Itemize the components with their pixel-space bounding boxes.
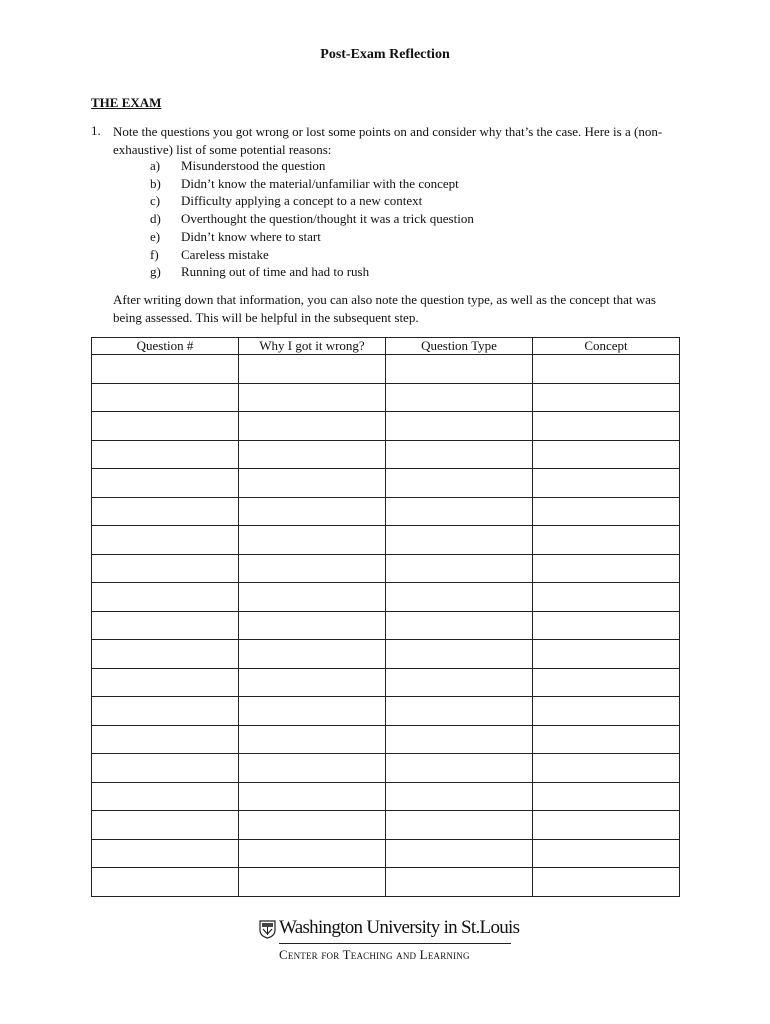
table-cell[interactable]: [92, 725, 239, 754]
table-cell[interactable]: [386, 868, 533, 897]
logo-divider: [279, 943, 511, 944]
table-row: [92, 782, 680, 811]
table-cell[interactable]: [533, 497, 680, 526]
table-row: [92, 440, 680, 469]
table-cell[interactable]: [92, 811, 239, 840]
column-header-question-type: Question Type: [386, 338, 533, 355]
table-cell[interactable]: [239, 554, 386, 583]
table-header-row: [92, 338, 680, 355]
table-cell[interactable]: [239, 355, 386, 384]
table-cell[interactable]: [239, 782, 386, 811]
table-row: [92, 469, 680, 498]
university-crest-icon: [259, 920, 276, 939]
table-row: [92, 811, 680, 840]
table-cell[interactable]: [533, 811, 680, 840]
table-cell[interactable]: [92, 412, 239, 441]
page-title: Post-Exam Reflection: [320, 47, 450, 62]
table-row: [92, 754, 680, 783]
table-row: [92, 640, 680, 669]
reflection-table: [91, 337, 680, 897]
table-cell[interactable]: [92, 611, 239, 640]
question-number: 1.: [91, 123, 101, 138]
table-cell[interactable]: [92, 383, 239, 412]
department-name: Center for Teaching and Learning: [279, 947, 470, 962]
reason-item: [150, 263, 474, 281]
table-cell[interactable]: [92, 583, 239, 612]
table-cell[interactable]: [386, 355, 533, 384]
table-row: [92, 697, 680, 726]
table-cell[interactable]: [239, 697, 386, 726]
table-row: [92, 383, 680, 412]
table-cell[interactable]: [92, 526, 239, 555]
reason-item: [150, 175, 474, 193]
column-header-concept: Concept: [533, 338, 680, 355]
table-cell[interactable]: [533, 554, 680, 583]
reason-letter: b): [150, 175, 161, 191]
table-cell[interactable]: [386, 697, 533, 726]
question-text: Note the questions you got wrong or lost some points on and consider why that’s the case. Here is a (non-exhaustive) list of some potential reasons:: [113, 124, 663, 157]
table-cell[interactable]: [533, 355, 680, 384]
table-cell[interactable]: [92, 554, 239, 583]
table-cell[interactable]: [533, 469, 680, 498]
table-cell[interactable]: [239, 383, 386, 412]
table-cell[interactable]: [386, 725, 533, 754]
reason-list: [150, 157, 474, 281]
reason-item: [150, 157, 474, 175]
table-cell[interactable]: [533, 754, 680, 783]
column-header-question-number: Question #: [92, 338, 239, 355]
table-cell[interactable]: [239, 668, 386, 697]
table-row: [92, 668, 680, 697]
table-cell[interactable]: [533, 412, 680, 441]
table-cell[interactable]: [386, 583, 533, 612]
table-cell[interactable]: [533, 640, 680, 669]
table-cell[interactable]: [239, 469, 386, 498]
reason-text: Didn’t know where to start: [181, 228, 321, 244]
table-cell[interactable]: [92, 839, 239, 868]
table-cell[interactable]: [239, 611, 386, 640]
table-row: [92, 839, 680, 868]
table-cell[interactable]: [239, 412, 386, 441]
section-heading: THE EXAM: [91, 95, 162, 110]
table-cell[interactable]: [239, 440, 386, 469]
table-cell[interactable]: [386, 554, 533, 583]
reason-letter: a): [150, 158, 161, 173]
table-cell[interactable]: [386, 497, 533, 526]
reason-text: Running out of time and had to rush: [181, 264, 370, 280]
table-cell[interactable]: [386, 412, 533, 441]
table-cell[interactable]: [533, 782, 680, 811]
table-cell[interactable]: [386, 611, 533, 640]
table-row: [92, 611, 680, 640]
reason-item: [150, 210, 474, 228]
reason-letter: e): [150, 228, 161, 244]
table-cell[interactable]: [386, 440, 533, 469]
institution-name: Washington University in St.Louis: [279, 917, 520, 938]
reason-letter: f): [150, 246, 159, 262]
table-row: [92, 497, 680, 526]
table-cell[interactable]: [386, 640, 533, 669]
footer-logo: [258, 917, 520, 963]
table-cell[interactable]: [239, 583, 386, 612]
table-cell[interactable]: [533, 440, 680, 469]
reason-letter: g): [150, 264, 161, 280]
table-cell[interactable]: [239, 497, 386, 526]
reason-item: [150, 192, 474, 210]
table-cell[interactable]: [533, 526, 680, 555]
table-cell[interactable]: [533, 868, 680, 897]
table-cell[interactable]: [92, 640, 239, 669]
table-cell[interactable]: [92, 668, 239, 697]
table-cell[interactable]: [386, 469, 533, 498]
table-body: [92, 355, 680, 897]
table-cell[interactable]: [239, 526, 386, 555]
table-row: [92, 355, 680, 384]
table-cell[interactable]: [533, 839, 680, 868]
table-row: [92, 554, 680, 583]
table-cell[interactable]: [386, 782, 533, 811]
table-cell[interactable]: [92, 754, 239, 783]
table-cell[interactable]: [533, 611, 680, 640]
table-cell[interactable]: [386, 383, 533, 412]
table-cell[interactable]: [92, 440, 239, 469]
table-row: [92, 583, 680, 612]
reason-letter: d): [150, 211, 161, 227]
table-cell[interactable]: [533, 583, 680, 612]
table-cell[interactable]: [92, 782, 239, 811]
table-cell[interactable]: [92, 469, 239, 498]
table-cell[interactable]: [92, 697, 239, 726]
reason-text: Careless mistake: [181, 246, 269, 262]
table-row: [92, 868, 680, 897]
table-cell[interactable]: [239, 640, 386, 669]
table-cell[interactable]: [386, 811, 533, 840]
table-cell[interactable]: [239, 811, 386, 840]
table-cell[interactable]: [92, 497, 239, 526]
table-cell[interactable]: [239, 868, 386, 897]
table-row: [92, 526, 680, 555]
table-cell[interactable]: [92, 868, 239, 897]
followup-text: After writing down that information, you can also note the question type, as well as the concept that was being assessed. This will be helpful in the subsequent step.: [113, 292, 656, 325]
reason-text: Overthought the question/thought it was a trick question: [181, 211, 474, 227]
reason-letter: c): [150, 193, 161, 209]
table-cell[interactable]: [533, 697, 680, 726]
table-cell[interactable]: [533, 668, 680, 697]
reason-text: Didn’t know the material/unfamiliar with the concept: [181, 175, 459, 191]
table-cell[interactable]: [386, 754, 533, 783]
table-cell[interactable]: [239, 725, 386, 754]
table-cell[interactable]: [239, 754, 386, 783]
reason-text: Difficulty applying a concept to a new context: [181, 193, 423, 209]
reason-text: Misunderstood the question: [181, 158, 326, 173]
reason-item: [150, 246, 474, 264]
table-cell[interactable]: [386, 839, 533, 868]
table-cell[interactable]: [386, 668, 533, 697]
table-cell[interactable]: [239, 839, 386, 868]
table-cell[interactable]: [533, 725, 680, 754]
table-cell[interactable]: [533, 383, 680, 412]
table-row: [92, 725, 680, 754]
column-header-why-wrong: Why I got it wrong?: [239, 338, 386, 355]
table-row: [92, 412, 680, 441]
table-cell[interactable]: [386, 526, 533, 555]
reason-item: [150, 228, 474, 246]
table-cell[interactable]: [92, 355, 239, 384]
